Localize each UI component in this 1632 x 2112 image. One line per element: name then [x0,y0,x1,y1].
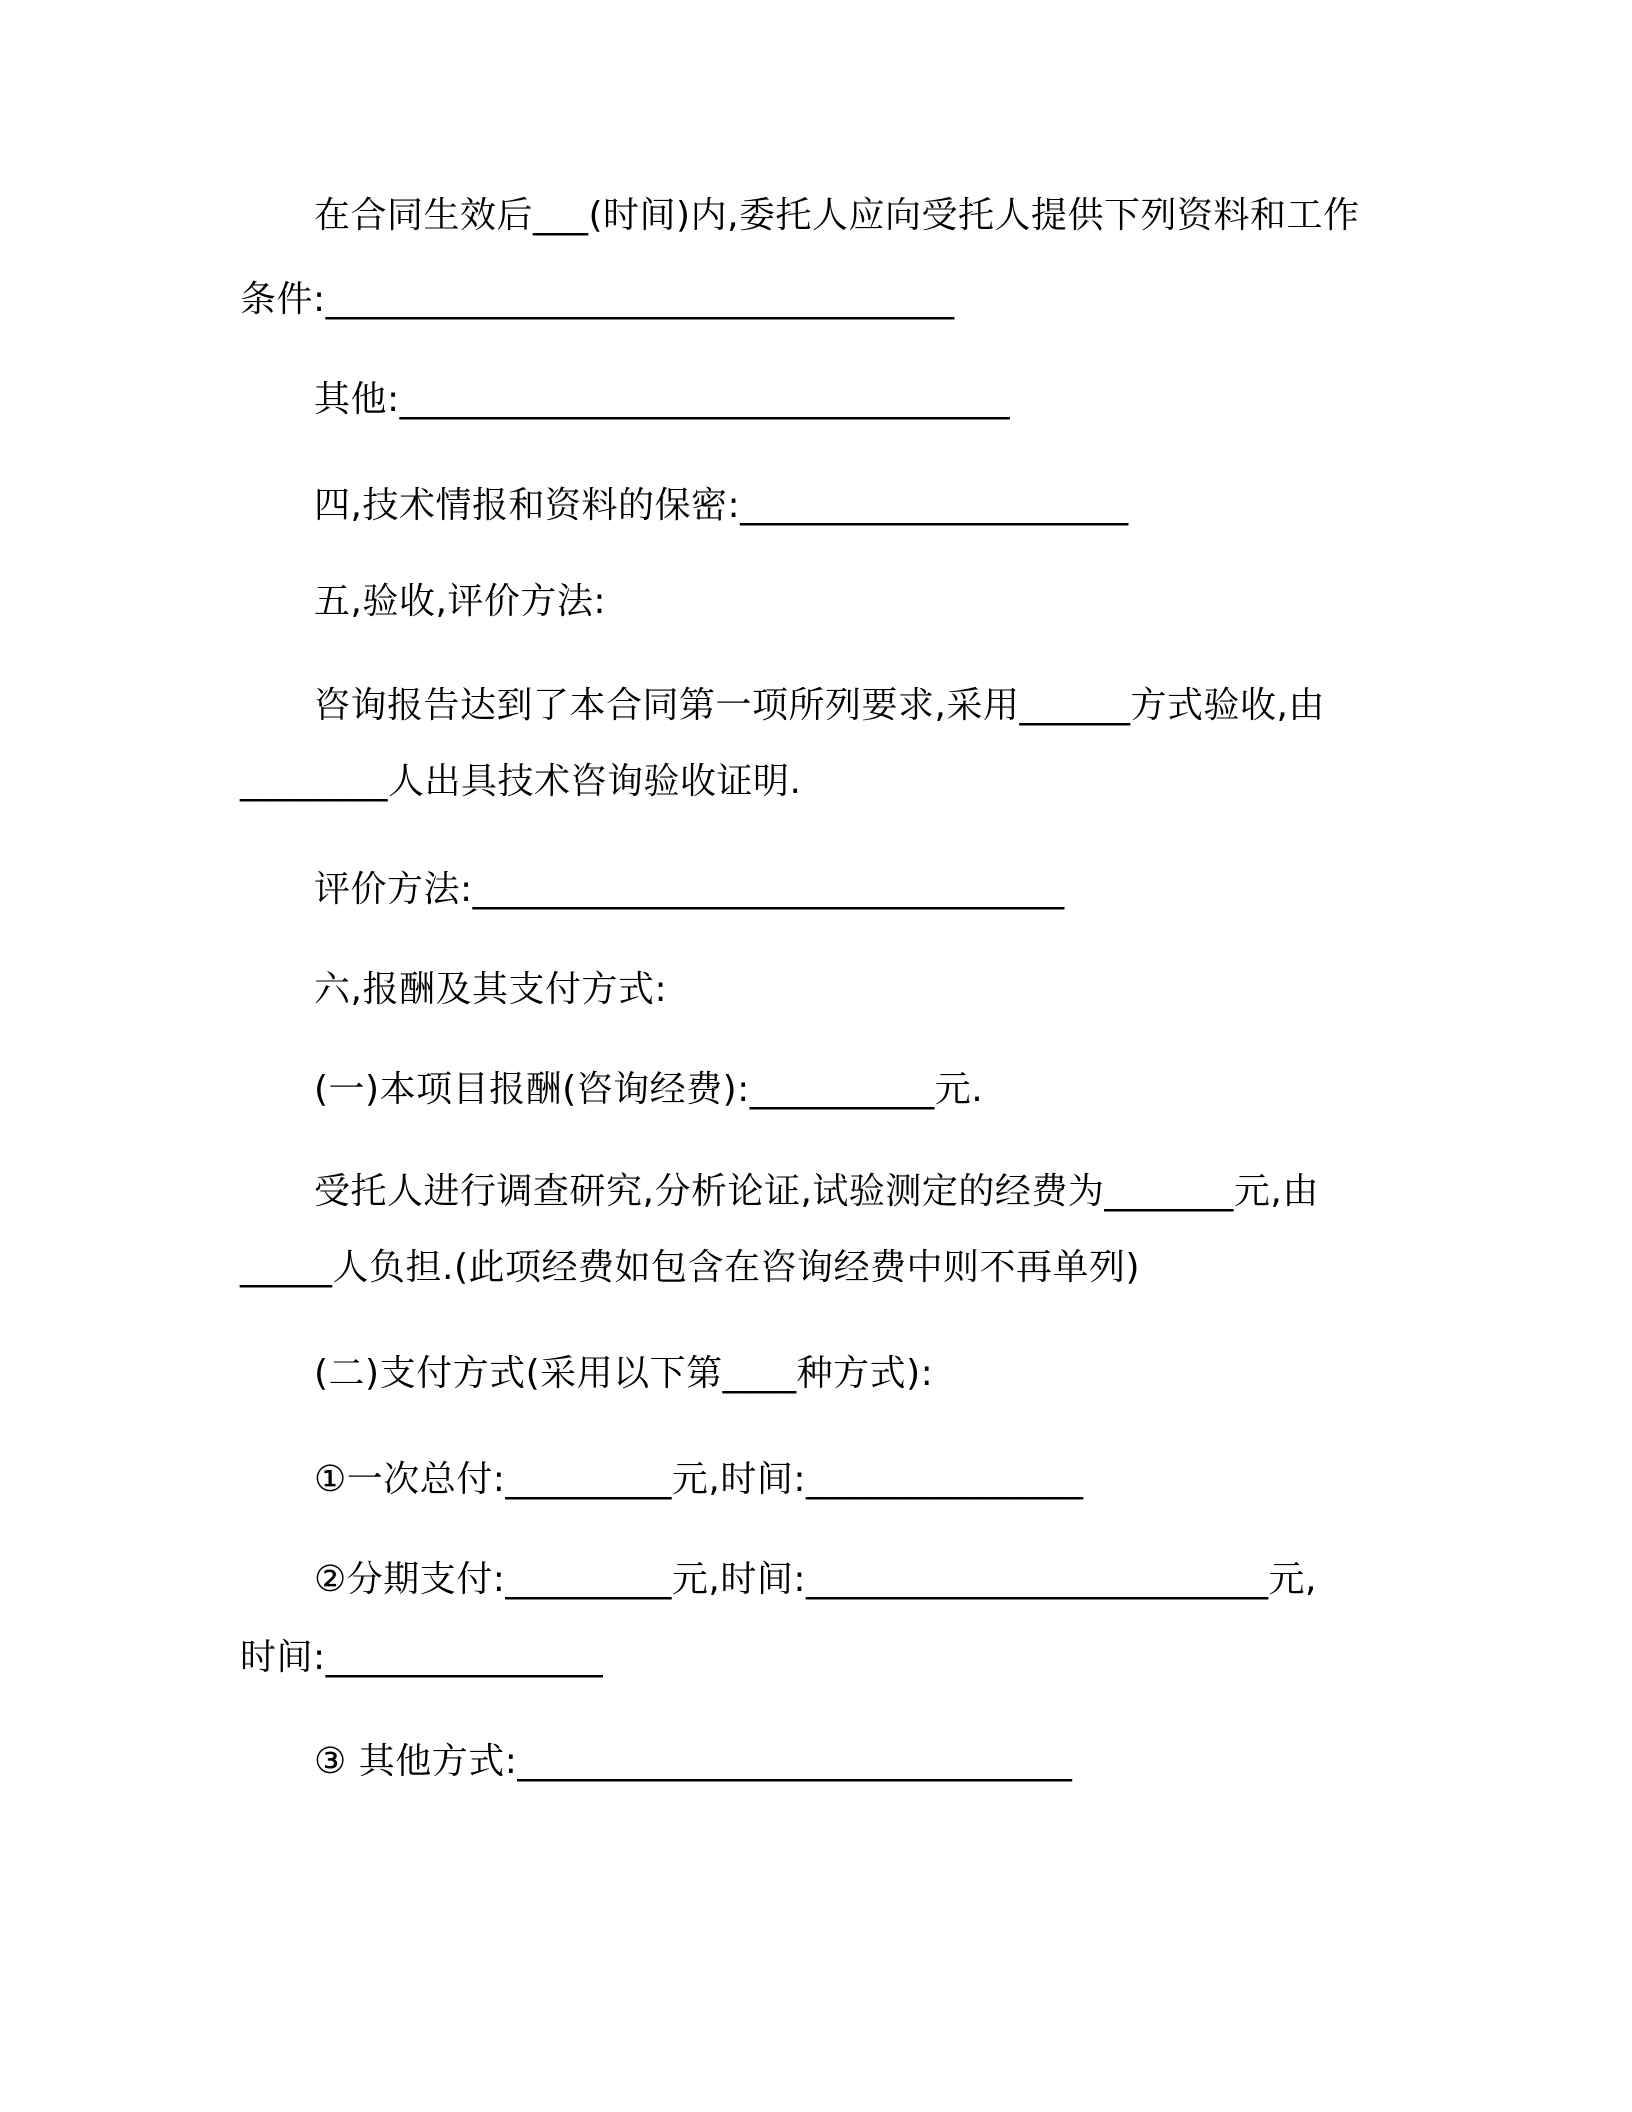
section-six-heading: 六,报酬及其支付方式: [314,969,668,1010]
section-five-heading: 五,验收,评价方法: [314,581,607,622]
paragraph-evaluation-method: 评价方法:________________________________ [314,869,1065,910]
payment-option-one: ①一次总付:_________元,时间:_______________ [314,1459,1084,1500]
paragraph-materials-line-1: 在合同生效后___(时间)内,委托人应向受托人提供下列资料和工作 [314,195,1360,236]
paragraph-research-fee-line-2: _____人负担.(此项经费如包含在咨询经费中则不再单列) [240,1247,1141,1288]
payment-option-two-line-2: 时间:_______________ [240,1637,604,1678]
section-four-confidentiality: 四,技术情报和资料的保密:_____________________ [314,485,1129,526]
payment-option-two-line-1: ②分期支付:_________元,时间:_________________________元, [314,1559,1317,1600]
paragraph-acceptance-line-2: ________人出具技术咨询验收证明. [240,761,802,802]
payment-option-three: ③ 其他方式:______________________________ [314,1741,1073,1782]
paragraph-research-fee-line-1: 受托人进行调查研究,分析论证,试验测定的经费为_______元,由 [314,1171,1319,1212]
paragraph-acceptance-line-1: 咨询报告达到了本合同第一项所列要求,采用______方式验收,由 [314,685,1325,726]
paragraph-project-fee: (一)本项目报酬(咨询经费):__________元. [314,1069,984,1110]
paragraph-materials-line-2: 条件:__________________________________ [240,279,955,320]
paragraph-payment-method: (二)支付方式(采用以下第____种方式): [314,1353,934,1394]
paragraph-other: 其他:_________________________________ [314,379,1011,420]
